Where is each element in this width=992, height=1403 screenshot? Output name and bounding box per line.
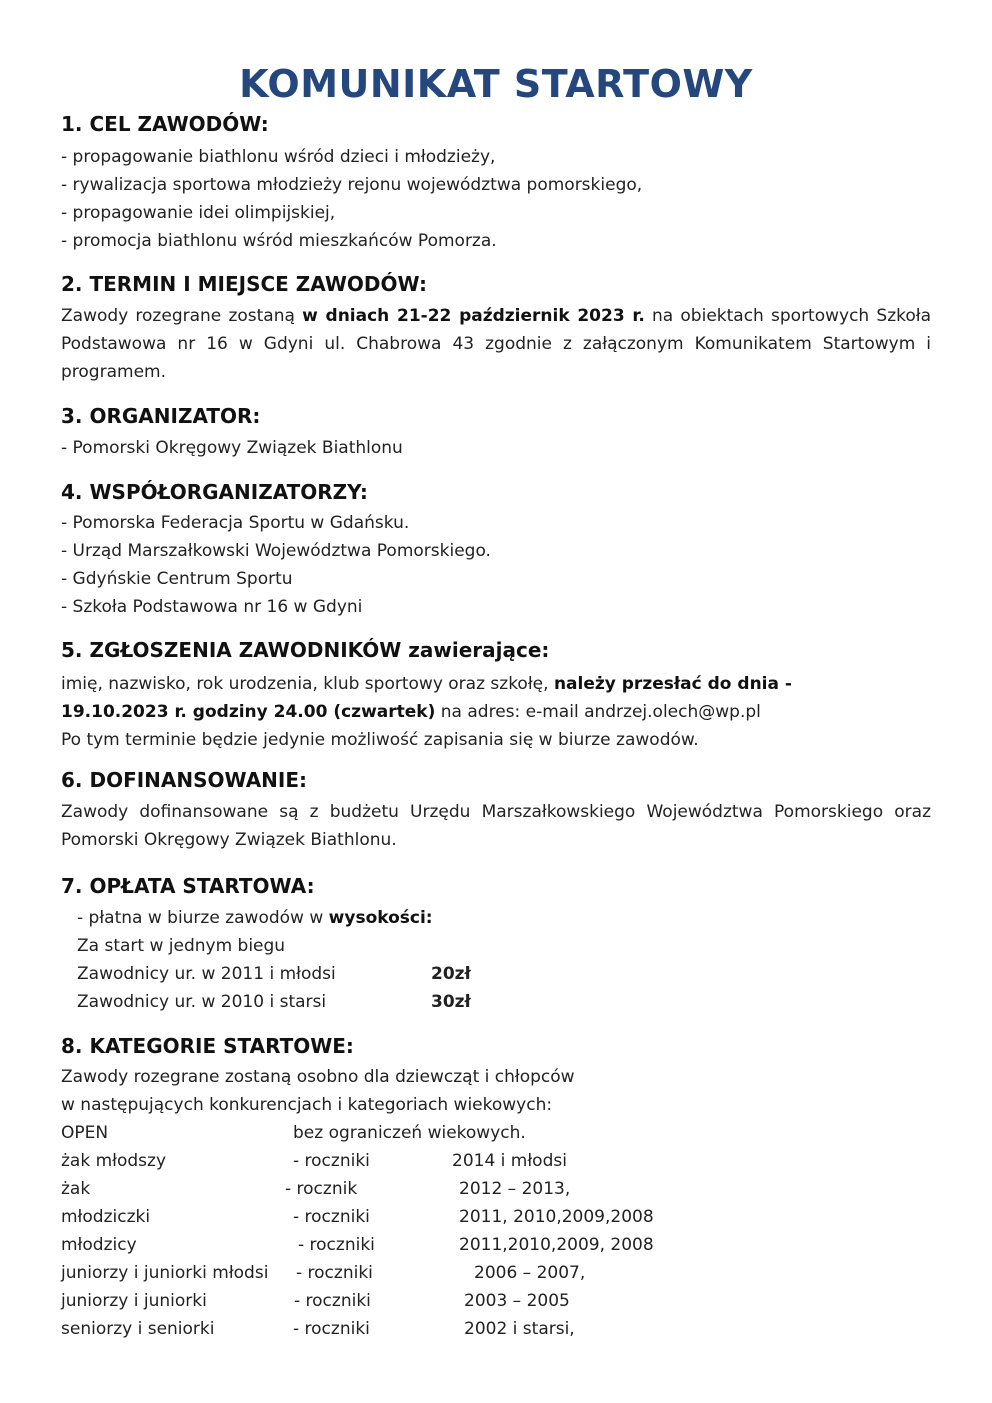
category-years: 2014 i młodsi xyxy=(452,1151,567,1171)
section-4-heading: 4. WSPÓŁORGANIZATORZY: xyxy=(61,480,368,504)
category-years: 2003 – 2005 xyxy=(464,1291,570,1311)
category-range: - roczniki xyxy=(296,1263,373,1283)
list-item: - propagowanie biathlonu wśród dzieci i młodzieży, xyxy=(61,147,496,167)
category-name: młodziczki xyxy=(61,1207,151,1227)
category-name: żak młodszy xyxy=(61,1151,167,1171)
category-range: - roczniki xyxy=(298,1235,375,1255)
list-item: - propagowanie idei olimpijskiej, xyxy=(61,203,336,223)
list-item: - Pomorski Okręgowy Związek Biathlonu xyxy=(61,438,403,458)
section-7-line-2: Za start w jednym biegu xyxy=(77,936,286,956)
section-6-heading: 6. DOFINANSOWANIE: xyxy=(61,768,308,792)
section-5-line-3: Po tym terminie będzie jedynie możliwość zapisania się w biurze zawodów. xyxy=(61,730,699,750)
list-item: - Urząd Marszałkowski Województwa Pomorskiego. xyxy=(61,541,491,561)
category-years: 2011,2010,2009, 2008 xyxy=(459,1235,654,1255)
section-5-line-1: imię, nazwisko, rok urodzenia, klub sportowy oraz szkołę, należy przesłać do dnia - xyxy=(61,674,792,694)
category-range: - roczniki xyxy=(294,1291,371,1311)
list-item: - Gdyńskie Centrum Sportu xyxy=(61,569,293,589)
section-8-line-1: Zawody rozegrane zostaną osobno dla dziewcząt i chłopców xyxy=(61,1067,575,1087)
section-7-heading: 7. OPŁATA STARTOWA: xyxy=(61,874,315,898)
category-years: 2006 – 2007, xyxy=(474,1263,586,1283)
category-name: młodzicy xyxy=(61,1235,137,1255)
section-1-heading: 1. CEL ZAWODÓW: xyxy=(61,112,269,136)
fee-label: Zawodnicy ur. w 2011 i młodsi xyxy=(77,964,336,984)
category-years: 2011, 2010,2009,2008 xyxy=(459,1207,654,1227)
category-years: 2002 i starsi, xyxy=(464,1319,575,1339)
category-years: 2012 – 2013, xyxy=(459,1179,571,1199)
section-2-paragraph: Zawody rozegrane zostaną w dniach 21-22 październik 2023 r. na obiektach sportowych Szkoła Podstawowa nr 16 w Gdyni ul. Chabrowa 43 zgodnie z załączonym Komunikatem Startowym i programem. xyxy=(61,306,932,382)
list-item: - Szkoła Podstawowa nr 16 w Gdyni xyxy=(61,597,363,617)
category-name: juniorzy i juniorki xyxy=(61,1291,207,1311)
section-8-line-2: w następujących konkurencjach i kategoriach wiekowych: xyxy=(61,1095,553,1115)
fee-amount: 30zł xyxy=(431,992,471,1012)
category-range: - rocznik xyxy=(285,1179,358,1199)
section-8-heading: 8. KATEGORIE STARTOWE: xyxy=(61,1034,354,1058)
section-5-line-2: 19.10.2023 r. godziny 24.00 (czwartek) na adres: e-mail andrzej.olech@wp.pl xyxy=(61,702,761,722)
fee-label: Zawodnicy ur. w 2010 i starsi xyxy=(77,992,327,1012)
section-6-paragraph: Zawody dofinansowane są z budżetu Urzędu Marszałkowskiego Województwa Pomorskiego oraz Pomorski Okręgowy Związek Biathlonu. xyxy=(61,802,931,850)
category-range: bez ograniczeń wiekowych. xyxy=(293,1123,526,1143)
fee-amount: 20zł xyxy=(431,964,471,984)
category-name: OPEN xyxy=(61,1123,109,1143)
deadline: 19.10.2023 r. godziny 24.00 (czwartek) xyxy=(61,702,436,722)
section-7-line-1: - płatna w biurze zawodów w wysokości: xyxy=(77,908,433,928)
category-range: - roczniki xyxy=(293,1319,370,1339)
list-item: - promocja biathlonu wśród mieszkańców Pomorza. xyxy=(61,231,497,251)
page-title: KOMUNIKAT STARTOWY xyxy=(239,62,753,106)
category-name: juniorzy i juniorki młodsi xyxy=(61,1263,269,1283)
category-range: - roczniki xyxy=(293,1151,370,1171)
category-name: seniorzy i seniorki xyxy=(61,1319,215,1339)
category-name: żak xyxy=(61,1179,91,1199)
section-5-heading: 5. ZGŁOSZENIA ZAWODNIKÓW zawierające: xyxy=(61,638,550,662)
event-date: w dniach 21-22 październik 2023 r. xyxy=(302,306,645,326)
list-item: - rywalizacja sportowa młodzieży rejonu województwa pomorskiego, xyxy=(61,175,643,195)
section-2-heading: 2. TERMIN I MIEJSCE ZAWODÓW: xyxy=(61,272,427,296)
category-range: - roczniki xyxy=(293,1207,370,1227)
list-item: - Pomorska Federacja Sportu w Gdańsku. xyxy=(61,513,410,533)
section-3-heading: 3. ORGANIZATOR: xyxy=(61,404,261,428)
